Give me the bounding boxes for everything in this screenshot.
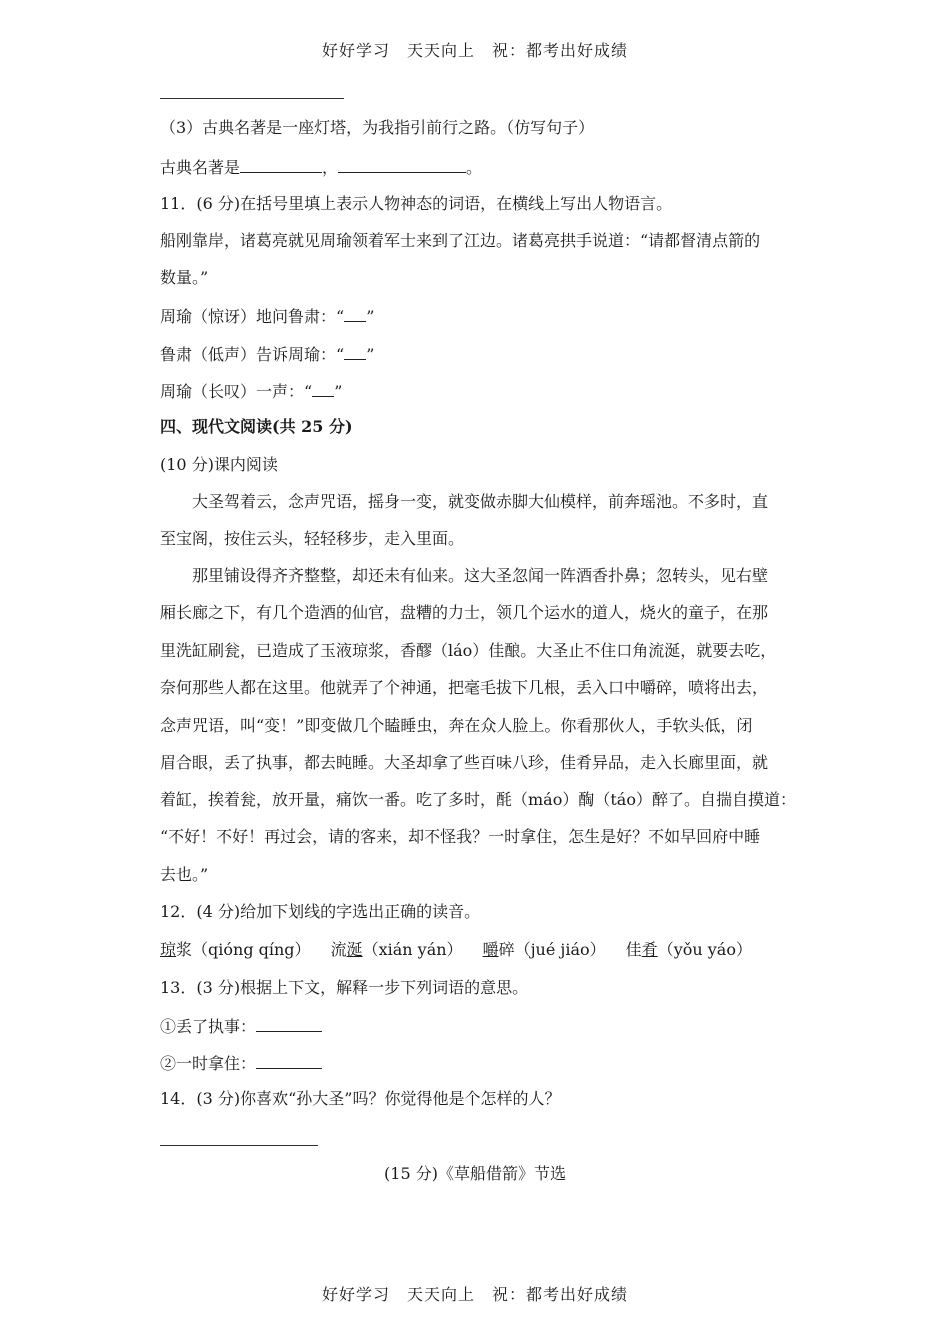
answer-blank — [240, 156, 322, 173]
q11-passage-line: 船刚靠岸，诸葛亮就见周瑜领着军士来到了江边。诸葛亮拱手说道：“请都督清点箭的 — [160, 231, 761, 250]
passage-line: 厢长廊之下，有几个造酒的仙官，盘糟的力士，领几个运水的道人，烧火的童子，在那 — [160, 603, 769, 622]
q11-line-a: 周瑜（惊讶）地问鲁肃：“ ” — [160, 307, 375, 326]
answer-blank — [344, 305, 366, 322]
underlined-char: 嚼 — [482, 940, 499, 959]
comma: ， — [322, 158, 339, 177]
q10-3-prompt: （3）古典名著是一座灯塔，为我指引前行之路。（仿写句子） — [160, 118, 595, 137]
passage-line: 那里铺设得齐齐整整，却还未有仙来。这大圣忽闻一阵酒香扑鼻；忽转头，见右壁 — [192, 566, 769, 585]
q11-line-c: 周瑜（长叹）一声：“ ” — [160, 382, 343, 401]
q10-3-answer-row — [160, 156, 482, 178]
section4-title: 四、现代文阅读(共 25 分) — [160, 417, 353, 436]
period: 。 — [466, 158, 483, 177]
q13-item-2: ②一时拿住： — [160, 1052, 322, 1074]
q13-title: 13．(3 分)根据上下文，解释一步下列词语的意思。 — [160, 978, 529, 997]
answer-line — [160, 1145, 318, 1146]
underlined-char: 涎 — [346, 940, 363, 959]
q12-options: 琼浆（qióng qíng） 流涎（xián yán） 嚼碎（jué jiáo） 佳肴（yǒu yáo） — [160, 940, 752, 959]
answer-blank — [338, 156, 466, 173]
q11-passage-line: 数量。” — [160, 268, 209, 287]
page-footer: 好好学习 天天向上 祝：都考出好成绩 — [321, 1285, 628, 1304]
answer-blank — [256, 1015, 322, 1032]
q10-3-start: 古典名著是 — [160, 158, 241, 177]
part2-label: (15 分)《草船借箭》节选 — [384, 1164, 566, 1183]
passage-line: 念声咒语，叫“变！”即变做几个瞌睡虫，奔在众人脸上。你看那伙人，手软头低，闭 — [160, 716, 753, 735]
page-header: 好好学习 天天向上 祝：都考出好成绩 — [321, 41, 628, 60]
passage-line: 至宝阁，按住云头，轻轻移步，走入里面。 — [160, 529, 465, 548]
answer-line — [160, 98, 344, 99]
underlined-char: 琼 — [160, 940, 177, 959]
passage-line: 奈何那些人都在这里。他就弄了个神通，把毫毛拔下几根，丢入口中嚼碎，喷将出去， — [160, 678, 769, 697]
answer-blank — [256, 1052, 322, 1069]
q13-item-1: ①丢了执事： — [160, 1015, 322, 1037]
q14-title: 14．(3 分)你喜欢“孙大圣”吗？你觉得他是个怎样的人？ — [160, 1089, 561, 1108]
q11-title: 11．(6 分)在括号里填上表示人物神态的词语，在横线上写出人物语言。 — [160, 194, 673, 213]
answer-blank — [312, 380, 334, 397]
passage-line: 眉合眼，丢了执事，都去盹睡。大圣却拿了些百味八珍，佳肴异品，走入长廊里面，就 — [160, 753, 769, 772]
passage-line: 去也。” — [160, 865, 209, 884]
underlined-char: 肴 — [641, 940, 658, 959]
passage-line: 里洗缸刷瓮，已造成了玉液琼浆，香醪（láo）佳酿。大圣止不住口角流涎，就要去吃， — [160, 641, 777, 660]
q11-line-b: 鲁肃（低声）告诉周瑜：“ ” — [160, 345, 375, 364]
q12-title: 12．(4 分)给加下划线的字选出正确的读音。 — [160, 902, 481, 921]
answer-blank — [344, 343, 366, 360]
passage-line: 大圣驾着云，念声咒语，摇身一变，就变做赤脚大仙模样，前奔瑶池。不多时，直 — [192, 492, 769, 511]
passage-line: 着缸，挨着瓮，放开量，痛饮一番。吃了多时，酕（máo）醄（táo）醉了。自揣自摸道： — [160, 790, 796, 809]
part1-label: (10 分)课内阅读 — [160, 455, 278, 474]
passage-line: “不好！不好！再过会，请的客来，却不怪我？一时拿住，怎生是好？不如早回府中睡 — [160, 827, 761, 846]
